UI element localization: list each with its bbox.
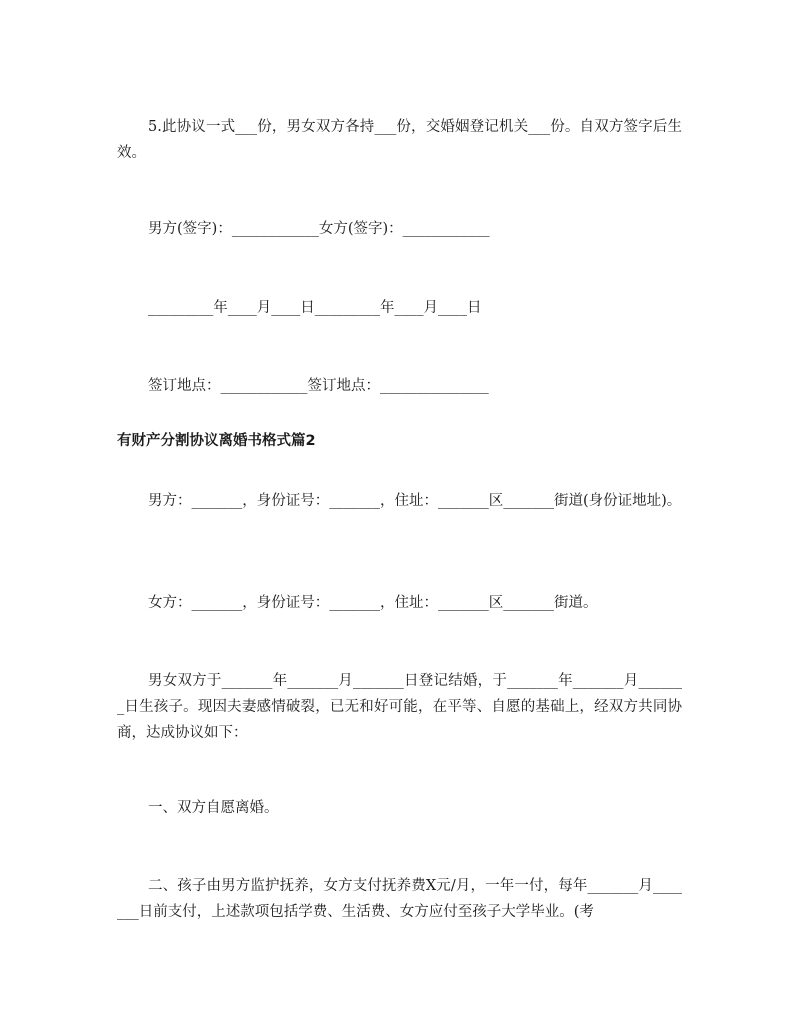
section-heading: 有财产分割协议离婚书格式篇2 <box>117 433 316 449</box>
clause-1-paragraph: 一、双方自愿离婚。 <box>148 800 279 816</box>
marriage-background-paragraph: 男女双方于_______年_______月_______日登记结婚，于_______年_______月_______日生孩子。现因夫妻感情破裂，已无和好可能，在平等、自愿的基础上，经双方共同协商，达成协议如下： <box>117 673 682 741</box>
female-party-paragraph: 女方：_______，身份证号：_______，住址：_______区_______街道。 <box>148 595 598 611</box>
clause-5-paragraph: 5.此协议一式___份，男女双方各持___份，交婚姻登记机关___份。自双方签字后生效。 <box>117 119 682 161</box>
date-line: _________年____月____日_________年____月____日 <box>148 300 482 316</box>
signature-line: 男方(签字)：____________女方(签字)：____________ <box>148 221 490 237</box>
clause-2-paragraph: 二、孩子由男方监护抚养，女方支付抚养费X元/月，一年一付，每年_______月_______日前支付，上述款项包括学费、生活费、女方应付至孩子大学毕业。(考 <box>117 878 682 920</box>
signing-place-line: 签订地点：____________签订地点：_______________ <box>148 378 489 394</box>
male-party-paragraph: 男方：_______，身份证号：_______，住址：_______区_______街道(身份证地址)。 <box>148 493 682 509</box>
